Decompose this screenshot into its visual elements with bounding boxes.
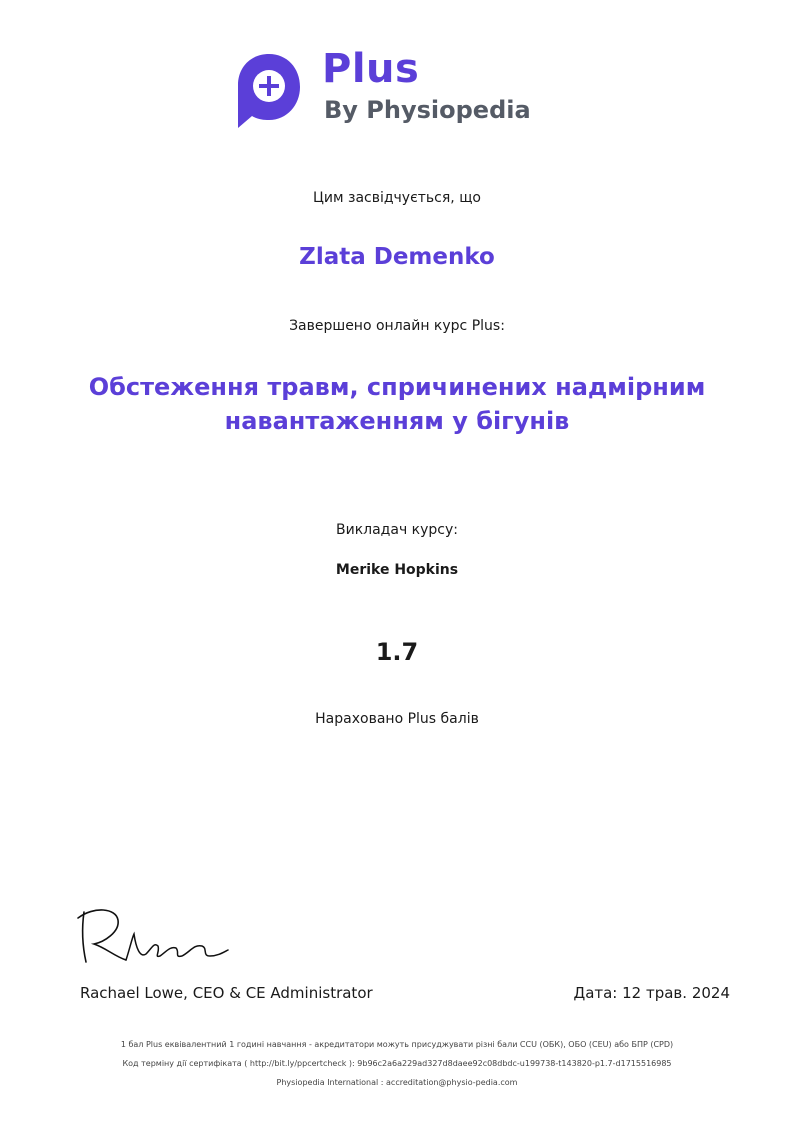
points-label: Нараховано Plus балів	[315, 711, 479, 727]
course-title: Обстеження травм, спричинених надмірним навантаженням у бігунів	[88, 373, 706, 435]
footer-points-note: 1 бал Plus еквівалентний 1 годині навчання - акредитатори можуть присуджувати різні бали CCU (ОБК), ОБО (CEU) або БПР (CPD)	[120, 1040, 674, 1049]
logo-subtitle: By Physiopedia	[324, 96, 531, 124]
completed-text: Завершено онлайн курс Plus:	[289, 318, 505, 334]
instructor-label: Викладач курсу:	[336, 522, 458, 538]
logo-title: Plus	[322, 46, 420, 92]
points-value: 1.7	[375, 638, 419, 666]
signer-name: Rachael Lowe, CEO & CE Administrator	[80, 984, 373, 1002]
signature-image	[74, 904, 234, 970]
instructor-name: Merike Hopkins	[335, 562, 459, 578]
chat-bubble-plus-icon	[236, 52, 302, 130]
issue-date: Дата: 12 трав. 2024	[573, 984, 730, 1002]
footer-validation-code: Код терміну дії сертифіката ( http://bit.ly/ppcertcheck ): 9b96c2a6a229ad327d8daee92c08dbdc-u199738-t143820-p1.7-d1715516985	[122, 1059, 672, 1068]
certifies-text: Цим засвідчується, що	[313, 190, 481, 206]
recipient-name: Zlata Demenko	[299, 244, 495, 270]
plus-logo	[236, 46, 536, 132]
footer-contact: Physiopedia International : accreditation@physio-pedia.com	[276, 1078, 518, 1087]
